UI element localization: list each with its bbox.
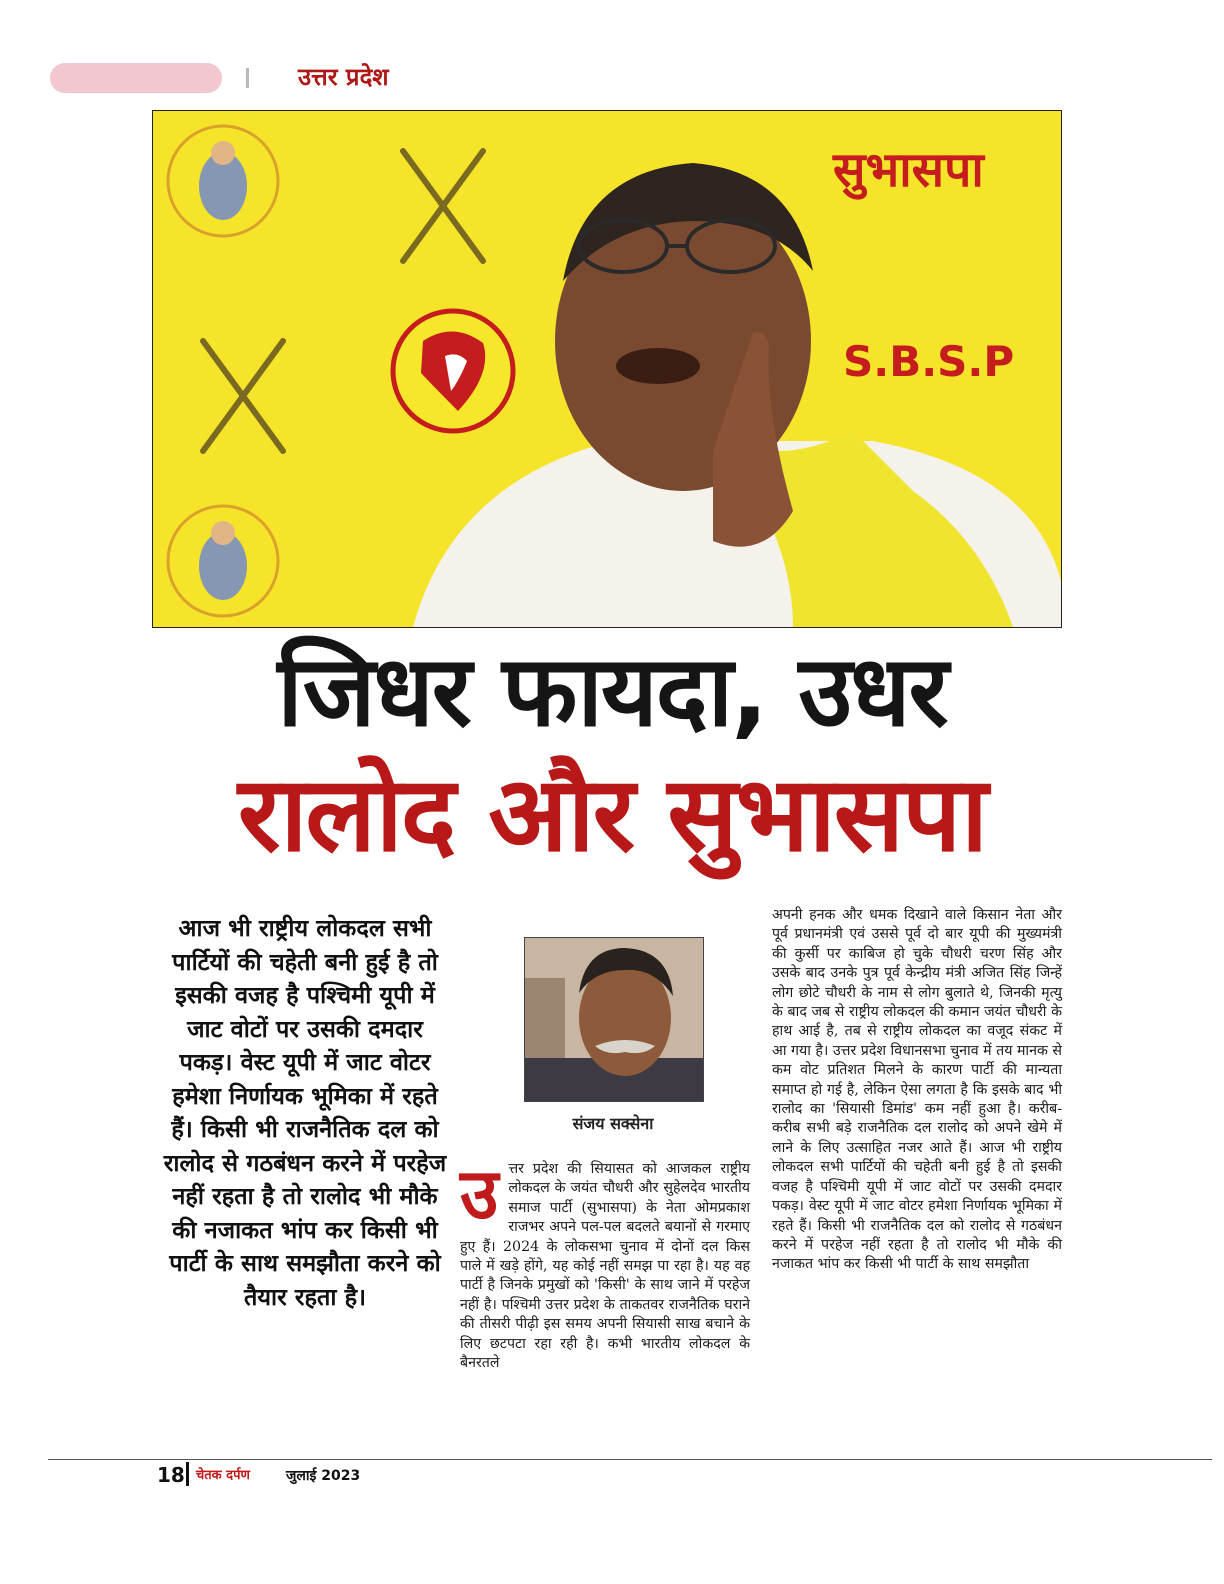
author-portrait	[525, 938, 703, 1101]
author-photo	[524, 937, 704, 1102]
drop-cap: उ	[460, 1153, 499, 1235]
footer-divider	[48, 1459, 1212, 1460]
hero-photo	[152, 110, 1062, 628]
header-divider	[246, 68, 249, 88]
sbsp-map-emblem-icon	[393, 311, 513, 431]
page-number: 18	[157, 1463, 185, 1487]
headline-line-2: रालोद और सुभासपा	[237, 753, 987, 875]
section-pill	[50, 63, 222, 93]
article-column-1	[460, 1153, 750, 1373]
article-column-2: अपनी हनक और धमक दिखाने वाले किसान नेता और पूर्व प्रधानमंत्री एवं उससे पूर्व दो बार यूपी की मुख्यमंत्री की कुर्सी पर काबिज हो चुके चौधरी चरण सिंह और उसके बाद उनके पुत्र पूर्व केन्द्रीय मंत्री अजित सिंह जिन्हें लोग छोटे चौधरी के नाम से लोग बुलाते थे, जिनकी मृत्यु के बाद जब से राष्ट्रीय लोकदल की कमान जयंत चौधरी के हाथ आई है, तब से राष्ट्रीय लोकदल का वजूद संकट में आ गया है। उत्तर प्रदेश विधानसभा चुनाव में तय मानक से कम वोट प्रतिशत मिलने के कारण पार्टी की मान्यता समाप्त हो गई है, लेकिन ऐसा लगता है कि इसके बाद भी रालोद का 'सियासी डिमांड' कम नहीं हुआ है। करीब-करीब सभी बड़े राजनैतिक दल रालोद को अपने खेमे में लाने के लिए उत्साहित नजर आते हैं। आज भी राष्ट्रीय लोकदल सभी पार्टियों की चहेती बनी हुई है तो इसकी वजह है पश्चिमी यूपी में जाट वोटों पर उसकी दमदार पकड़। वेस्ट यूपी में जाट वोटर हमेशा निर्णायक भूमिका में रहते हैं। किसी भी राजनैतिक दल को रालोद से गठबंधन करने में परहेज नहीं रहता है तो रालोद भी मौके की नजाकत भांप कर किसी भी पार्टी के साथ समझौता	[772, 907, 1062, 1273]
footer-separator	[186, 1462, 189, 1486]
headline-line-1: जिधर फायदा, उधर	[277, 635, 947, 749]
magazine-logo: चेतक दर्पण	[196, 1468, 250, 1483]
section-label: उत्तर प्रदेश	[298, 63, 389, 91]
article-column-1-text: त्तर प्रदेश की सियासत को आजकल राष्ट्रीय लोकदल के जयंत चौधरी और सुहेलदेव भारतीय समाज पार्टी (सुभासपा) के नेता ओमप्रकाश राजभर अपने पल-पल बदलते बयानों से गरमाए हुए हैं। 2024 के लोकसभा चुनाव में दोनों दल किस पाले में खड़े होंगे, यह कोई नहीं समझ पा रहा है। यह वह पार्टी है जिनके प्रमुखों को 'किसी' के साथ जाने में परहेज नहीं है। पश्चिमी उत्तर प्रदेश के ताकतवर राजनैतिक घराने की तीसरी पीढ़ी इस समय अपनी सियासी साख बचाने के लिए छटपटा रहा रही है। कभी भारतीय लोकदल के बैनरतले	[460, 1161, 750, 1372]
pull-quote: आज भी राष्ट्रीय लोकदल सभी पार्टियों की चहेती बनी हुई है तो इसकी वजह है पश्चिमी यूपी में जाट वोटों पर उसकी दमदार पकड़। वेस्ट यूपी में जाट वोटर हमेशा निर्णायक भूमिका में रहते हैं। किसी भी राजनैतिक दल को रालोद से गठबंधन करने में परहेज नहीं रहता है तो रालोद भी मौके की नजाकत भांप कर किसी भी पार्टी के साथ समझौता करने को तैयार रहता है।	[163, 914, 447, 1311]
author-name: संजय सक्सेना	[572, 1114, 654, 1133]
banner-text-sbsp: S.B.S.P	[843, 337, 1015, 386]
banner-text-subhaspa: सुभासपा	[833, 142, 984, 198]
issue-date: जुलाई 2023	[286, 1468, 361, 1484]
hero-illustration	[153, 111, 1061, 627]
